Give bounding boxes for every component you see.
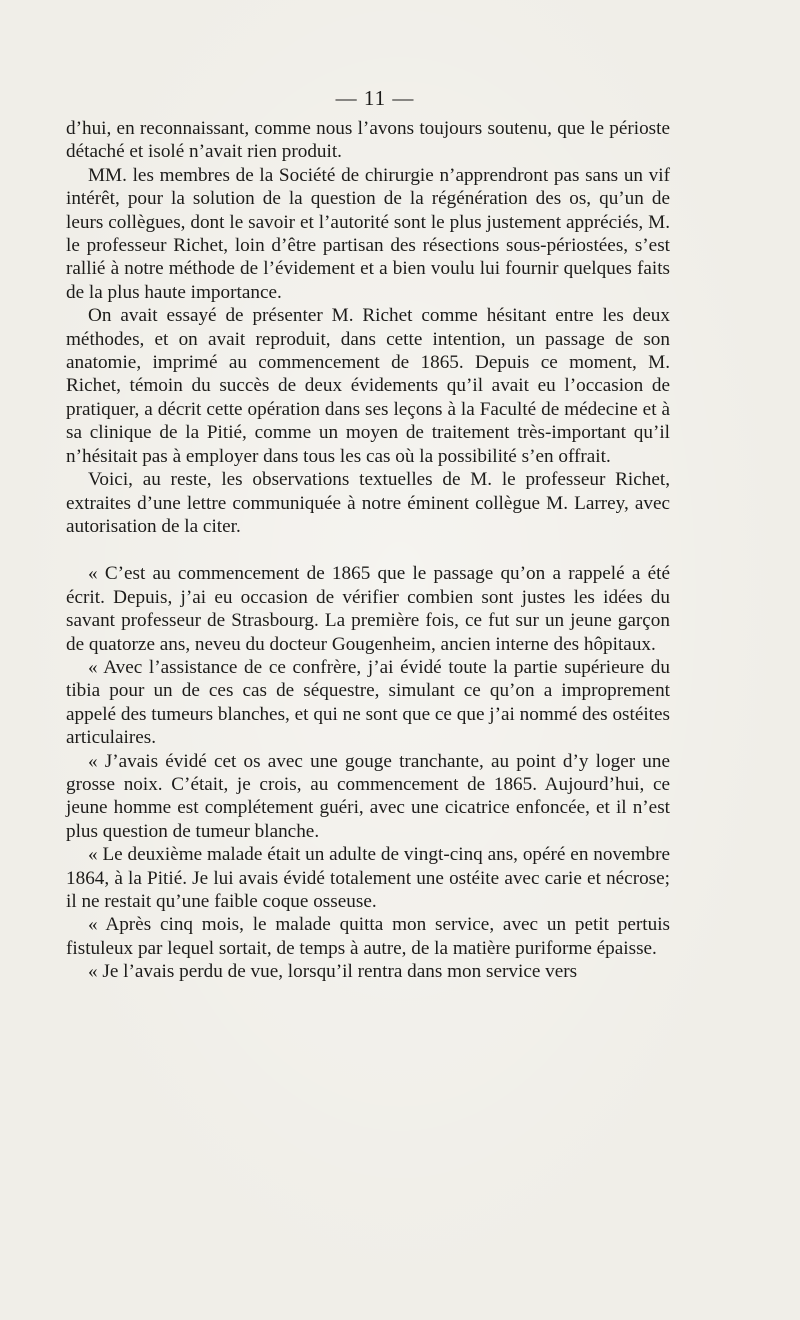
quoted-paragraph: « J’avais évidé cet os avec une gouge tranchante, au point d’y loger une grosse noix. C’était, je crois, au commencement de 1865. Aujourd’hui, ce jeune homme est complétement guéri, avec une cicatrice enfoncée, et il n’est plus question de tumeur blanche. — [66, 750, 670, 842]
page-number: — 11 — — [335, 86, 415, 110]
paragraph: On avait essayé de présenter M. Richet comme hésitant entre les deux méthodes, et on avait reproduit, dans cette intention, un passage de son anatomie, imprimé au commencement de 1865. Depuis ce moment, M. Richet, témoin du succès de deux évidements qu’il avait eu l’occasion de pratiquer, a décrit cette opération dans ses leçons à la Faculté de médecine et à sa clinique de la Pitié, comme un moyen de traitement très-important qu’il n’hésitait pas à employer dans tous les cas où la possibilité s’en offrait. — [66, 305, 670, 467]
paragraph: Voici, au reste, les observations textuelles de M. le professeur Richet, extraites d’une lettre communiquée à notre éminent collègue M. Larrey, avec autorisation de la citer. — [66, 469, 670, 537]
paragraph-continuation: d’hui, en reconnaissant, comme nous l’avons toujours soutenu, que le périoste détaché et isolé n’avait rien produit. — [66, 118, 670, 163]
quoted-paragraph: « C’est au commencement de 1865 que le passage qu’on a rappelé a été écrit. Depuis, j’ai eu occasion de vérifier combien sont justes les idées du savant professeur de Strasbourg. La première fois, ce fut sur un jeune garçon de quatorze ans, neveu du docteur Gougenheim, ancien interne des hôpitaux. — [66, 563, 670, 655]
quoted-paragraph: « Après cinq mois, le malade quitta mon service, avec un petit pertuis fistuleux par lequel sortait, de temps à autre, de la matière puriforme épaisse. — [66, 914, 670, 959]
paragraph: MM. les membres de la Société de chirurgie n’apprendront pas sans un vif intérêt, pour la solution de la question de la régénération des os, qu’un de leurs collègues, dont le savoir et l’autorité sont le plus justement appréciés, M. le professeur Richet, loin d’être partisan des résections sous-périostées, s’est rallié à notre méthode de l’évidement et a bien voulu lui fournir quelques faits de la plus haute importance. — [66, 164, 670, 303]
quoted-paragraph: « Je l’avais perdu de vue, lorsqu’il rentra dans mon service vers — [88, 961, 578, 983]
quoted-paragraph: « Avec l’assistance de ce confrère, j’ai évidé toute la partie supérieure du tibia pour un de ces cas de séquestre, simulant ce qu’on a improprement appelé des tumeurs blanches, et qui ne sont que ce que j’ai nommé des ostéites articulaires. — [66, 656, 670, 749]
quoted-paragraph: « Le deuxième malade était un adulte de vingt-cinq ans, opéré en novembre 1864, à la Pitié. Je lui avais évidé totalement une ostéite avec carie et nécrose; il ne restait qu’une faible coque osseuse. — [66, 844, 670, 912]
body-text — [66, 117, 670, 984]
